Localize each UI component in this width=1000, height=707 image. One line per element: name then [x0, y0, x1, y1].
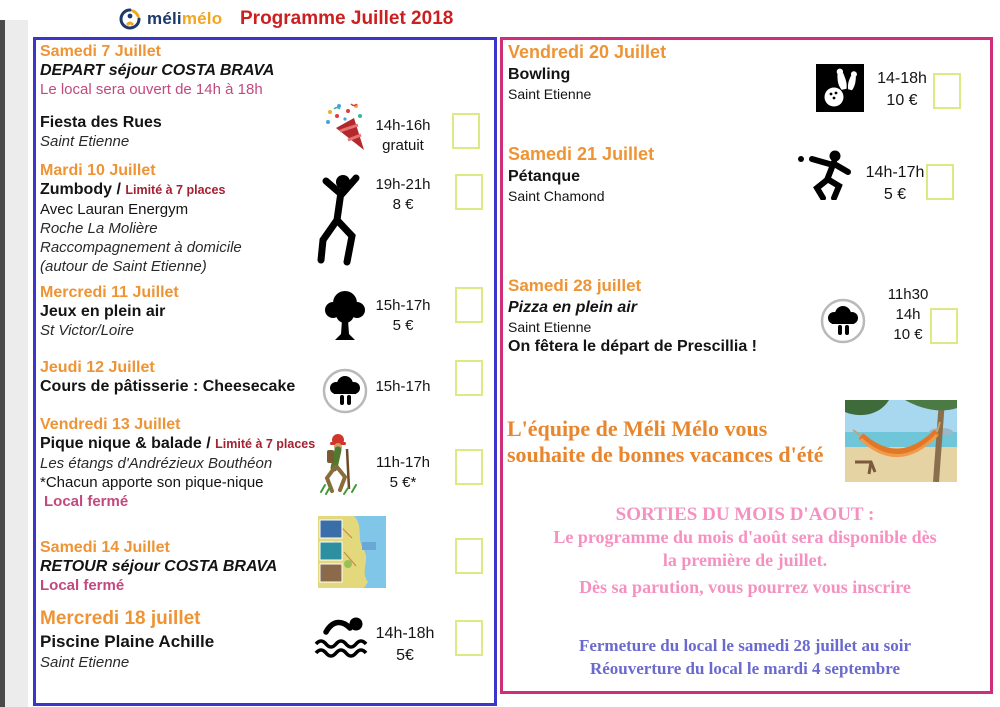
beach-hammock-photo — [845, 400, 957, 482]
august-line: Dès sa parution, vous pourrez vous inscrire — [579, 577, 911, 597]
event-piscine — [40, 607, 214, 672]
event-time-price — [872, 68, 932, 112]
signup-checkbox[interactable] — [455, 174, 483, 210]
event-fiesta — [40, 113, 162, 151]
event-price: 8 € — [392, 196, 414, 213]
page-title: Programme Juillet 2018 — [240, 8, 454, 29]
closing-notice — [504, 634, 986, 680]
signup-checkbox[interactable] — [455, 449, 483, 485]
chef-hat-icon — [820, 298, 866, 344]
signup-checkbox[interactable] — [455, 538, 483, 574]
event-closed: Local fermé — [44, 493, 129, 510]
event-title: DEPART séjour COSTA BRAVA — [40, 62, 275, 79]
event-title: RETOUR séjour COSTA BRAVA — [40, 558, 278, 575]
event-price: 5 €* — [389, 474, 417, 491]
event-time: 14h-16h — [375, 117, 431, 134]
event-time: 14h-17h — [865, 164, 925, 181]
event-price: gratuit — [382, 137, 424, 154]
signup-checkbox[interactable] — [455, 360, 483, 396]
event-date: Vendredi 13 Juillet — [40, 416, 181, 433]
event-pique-nique — [40, 415, 315, 511]
event-line: Roche La Molière — [40, 220, 158, 237]
petanque-player-icon — [788, 148, 860, 200]
event-date: Mardi 10 Juillet — [40, 162, 156, 179]
august-line: la première de juillet. — [662, 550, 828, 570]
event-time: 15h-17h — [375, 378, 431, 395]
event-date: Mercredi 11 Juillet — [40, 284, 179, 301]
august-title: SORTIES DU MOIS D'AOUT : — [615, 504, 875, 525]
event-date: Samedi 28 juillet — [508, 276, 642, 295]
event-title: Bowling — [508, 66, 571, 83]
signup-checkbox[interactable] — [452, 113, 480, 149]
header — [118, 7, 222, 31]
closing-line: Réouverture du local le mardi 4 septembre — [589, 659, 901, 678]
signup-checkbox[interactable] — [930, 308, 958, 344]
event-time: 14-18h — [877, 70, 927, 87]
event-retour-costa-brava — [40, 538, 277, 595]
event-place: Saint Etienne — [508, 86, 592, 102]
event-date: Samedi 14 Juillet — [40, 539, 170, 556]
event-time-price — [368, 175, 438, 215]
event-place: Saint Etienne — [40, 133, 130, 150]
event-title: Pique nique & balade / — [40, 435, 211, 452]
event-line: Avec Lauran Energym — [40, 201, 189, 218]
event-time: 15h-17h — [375, 297, 431, 314]
party-popper-icon — [320, 100, 370, 158]
event-date: Samedi 21 Juillet — [508, 144, 655, 164]
event-date: Mercredi 18 juillet — [40, 608, 201, 629]
event-zumbody — [40, 161, 242, 276]
event-title: Pétanque — [508, 168, 581, 185]
logo-melo: mélo — [181, 9, 223, 28]
event-price: 5€ — [396, 647, 414, 664]
meli-melo-logo-icon — [118, 7, 142, 31]
event-time-price — [368, 453, 438, 493]
event-time: 14h-18h — [375, 625, 435, 642]
event-place: St Victor/Loire — [40, 322, 134, 339]
page-edge-margin — [5, 20, 28, 707]
event-date: Vendredi 20 Juillet — [508, 42, 667, 62]
closing-line: Fermeture du local le samedi 28 juillet au soir — [578, 636, 912, 655]
event-note: On fêtera le départ de Prescillia ! — [508, 338, 757, 355]
event-date: Jeudi 12 Juillet — [40, 359, 155, 376]
event-title: Piscine Plaine Achille — [40, 632, 215, 651]
vacation-line: L'équipe de Méli Mélo vous — [507, 416, 768, 441]
event-line: Raccompagnement à domicile — [40, 239, 242, 256]
signup-checkbox[interactable] — [455, 620, 483, 656]
event-title: Cours de pâtisserie : Cheesecake — [40, 378, 296, 395]
event-line: *Chacun apporte son pique-nique — [40, 474, 264, 491]
august-notice — [504, 503, 986, 599]
logo-wordmark — [147, 9, 222, 29]
event-note: Le local sera ouvert de 14h à 18h — [40, 81, 263, 98]
event-time: 11h30 — [887, 286, 929, 303]
costa-brava-map-icon — [318, 516, 386, 588]
tree-icon — [320, 288, 370, 346]
event-bowling — [508, 41, 666, 104]
dancer-icon — [316, 172, 364, 266]
event-petanque — [508, 143, 654, 206]
event-title: Fiesta des Rues — [40, 114, 162, 131]
event-limit: Limité à 7 places — [215, 437, 316, 451]
event-line: Les étangs d'Andrézieux Bouthéon — [40, 455, 273, 472]
event-date: Samedi 7 Juillet — [40, 43, 161, 60]
event-price: 10 € — [893, 326, 923, 343]
event-title: Pizza en plein air — [508, 299, 637, 316]
chef-hat-icon — [322, 368, 368, 414]
event-limit: Limité à 7 places — [125, 183, 226, 197]
signup-checkbox[interactable] — [933, 73, 961, 109]
event-time: 11h-17h — [376, 454, 430, 471]
event-price: 5 € — [392, 317, 414, 334]
event-title: Zumbody / — [40, 181, 121, 198]
swimmer-icon — [312, 614, 370, 662]
event-place: Saint Chamond — [508, 188, 605, 204]
august-line: Le programme du mois d'août sera disponible dès — [553, 527, 937, 547]
vacation-message — [507, 416, 852, 468]
event-7-juillet — [40, 42, 274, 99]
event-title: Jeux en plein air — [40, 303, 166, 320]
event-time: 14h — [895, 306, 921, 323]
event-time-price — [368, 377, 438, 397]
signup-checkbox[interactable] — [926, 164, 954, 200]
event-patisserie — [40, 358, 295, 396]
event-jeux-plein-air — [40, 283, 179, 340]
logo-meli: méli — [147, 9, 182, 28]
event-time: 19h-21h — [375, 176, 431, 193]
event-pizza — [508, 275, 757, 357]
hiker-icon — [316, 432, 362, 496]
event-price: 10 € — [886, 92, 918, 109]
event-price: 5 € — [883, 186, 907, 203]
event-closed: Local fermé — [40, 577, 125, 594]
event-place: Saint Etienne — [508, 319, 592, 335]
event-place: Saint Etienne — [40, 654, 130, 671]
bowling-icon — [816, 64, 864, 112]
event-line: (autour de Saint Etienne) — [40, 258, 207, 275]
event-time-price — [368, 116, 438, 156]
event-time-price — [862, 162, 928, 206]
vacation-line: souhaite de bonnes vacances d'été — [507, 442, 824, 467]
event-time-price — [878, 285, 938, 345]
event-time-price — [368, 296, 438, 336]
event-title-line — [40, 180, 242, 200]
event-time-price — [372, 623, 438, 667]
signup-checkbox[interactable] — [455, 287, 483, 323]
event-title-line — [40, 434, 315, 454]
